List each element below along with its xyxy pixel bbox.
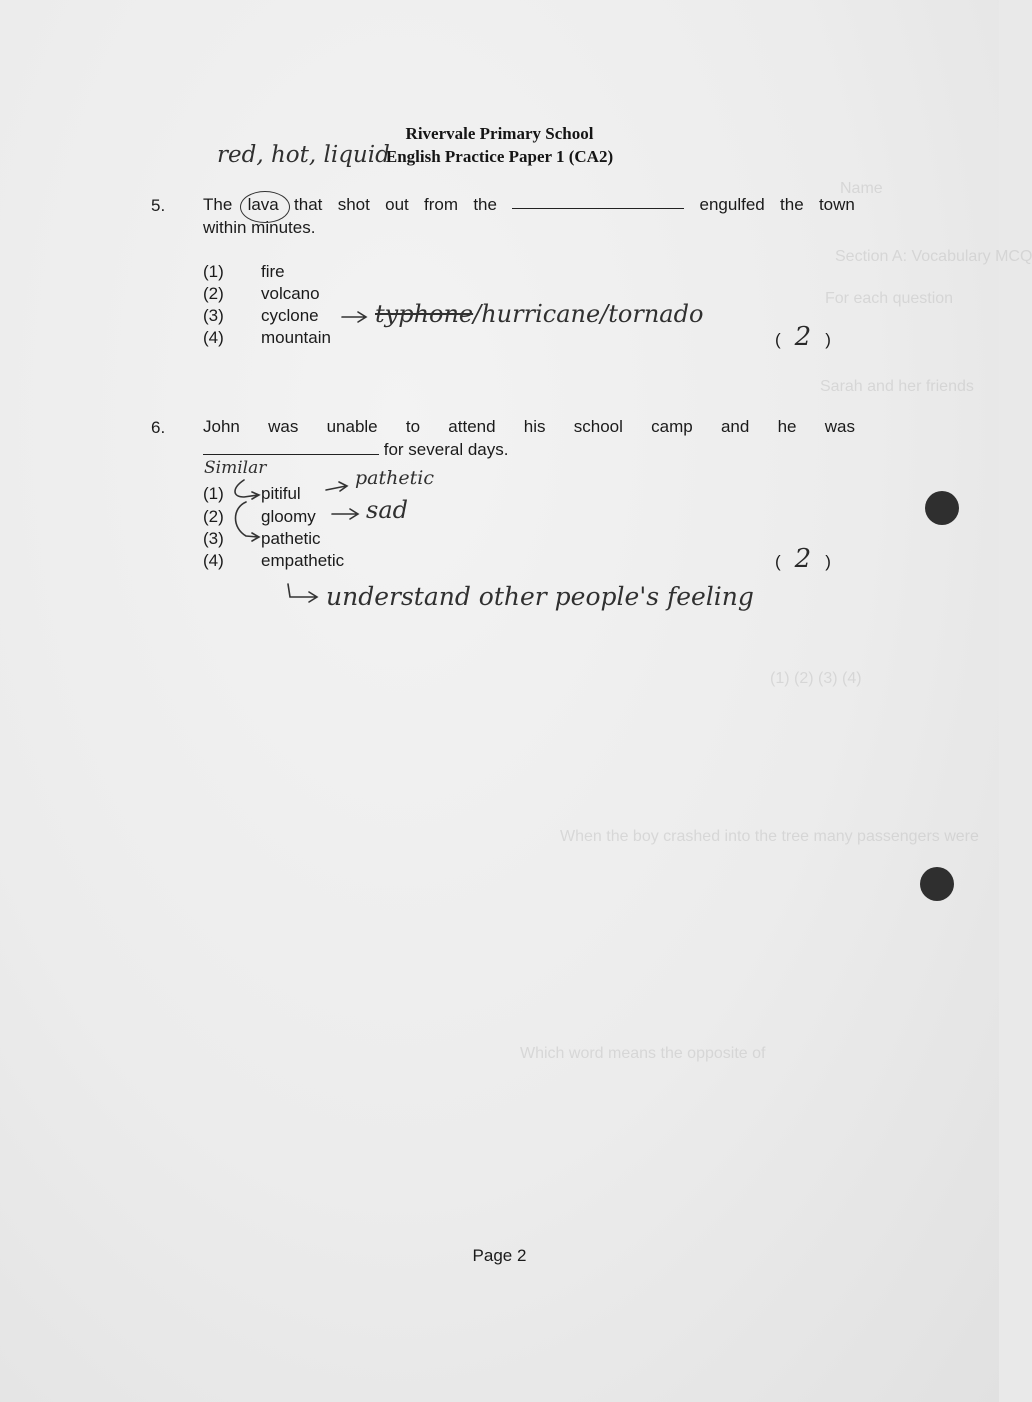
- handwritten-note-lava: red, hot, liquid: [217, 142, 390, 168]
- handwritten-note-pitiful: pathetic: [355, 467, 434, 489]
- handwritten-note-similar: Similar: [204, 458, 267, 478]
- bleed-through-text: Which word means the opposite of: [520, 1045, 766, 1062]
- q5-answer-bracket: ( 2 ): [775, 322, 831, 352]
- word: John: [203, 417, 240, 436]
- word: The: [203, 195, 233, 214]
- word: shot: [337, 195, 370, 214]
- punch-hole: [925, 491, 959, 525]
- exam-page: Name Section A: Vocabulary MCQ For each question Sarah and her friends (1) (2) (3) (4) When the boy crashed into the tree many passengers were Which word means the opposite of Rivervale Primary School English Practice Paper 1 (CA2) red, hot, liquid 5. The lava that shot out from the engulfed the town within minutes. (1) fire (2) volcano (3) cyclone (4) mountain typhone/hurricane/tornado ( 2 ) 6. John was unable to attend his school camp and he was for several days. Similar (1) pitiful (2) gloomy (3) pathetic (4) empathetic pathetic sad understand other people's feeling ( 2 ) Page 2: [0, 0, 999, 1402]
- bleed-through-text: Name: [840, 180, 883, 197]
- word: he: [777, 417, 797, 436]
- bleed-through-text: When the boy crashed into the tree many passengers were: [560, 828, 979, 845]
- q6-answer-bracket: ( 2 ): [775, 544, 831, 574]
- q5-answer: 2: [794, 322, 812, 352]
- word: to: [405, 417, 421, 436]
- word: engulfed: [699, 195, 765, 214]
- question-5-number: 5.: [151, 196, 166, 215]
- bleed-through-text: (1) (2) (3) (4): [770, 670, 862, 687]
- word: the: [780, 195, 804, 214]
- handwritten-note-gloomy: sad: [366, 496, 408, 524]
- word: and: [720, 417, 750, 436]
- word: was: [268, 417, 299, 436]
- question-6-number: 6.: [151, 418, 166, 437]
- word: school: [573, 417, 623, 436]
- word: his: [523, 417, 546, 436]
- word: camp: [651, 417, 693, 436]
- cyclone-synonyms: /hurricane/tornado: [473, 300, 704, 328]
- word: that: [294, 195, 323, 214]
- word: unable: [326, 417, 378, 436]
- bleed-through-text: Section A: Vocabulary MCQ: [835, 248, 1032, 265]
- circled-word-lava: lava: [247, 195, 279, 214]
- struck-word: typhone: [375, 300, 474, 328]
- q6-answer: 2: [794, 544, 812, 574]
- word: the: [473, 195, 497, 214]
- word: attend: [448, 417, 496, 436]
- handwritten-note-empathetic: understand other people's feeling: [326, 582, 754, 611]
- word: from: [424, 195, 459, 214]
- bleed-through-text: Sarah and her friends: [820, 378, 974, 395]
- word: town: [818, 195, 855, 214]
- question-6-line2: for several days.: [383, 440, 509, 459]
- page-number: Page 2: [472, 1246, 527, 1265]
- punch-hole: [920, 867, 954, 901]
- bleed-through-text: For each question: [825, 290, 954, 307]
- paper-title: English Practice Paper 1 (CA2): [385, 147, 614, 166]
- word: out: [385, 195, 409, 214]
- word: was: [824, 417, 855, 436]
- question-5-line2: within minutes.: [203, 218, 316, 237]
- school-name: Rivervale Primary School: [405, 124, 594, 143]
